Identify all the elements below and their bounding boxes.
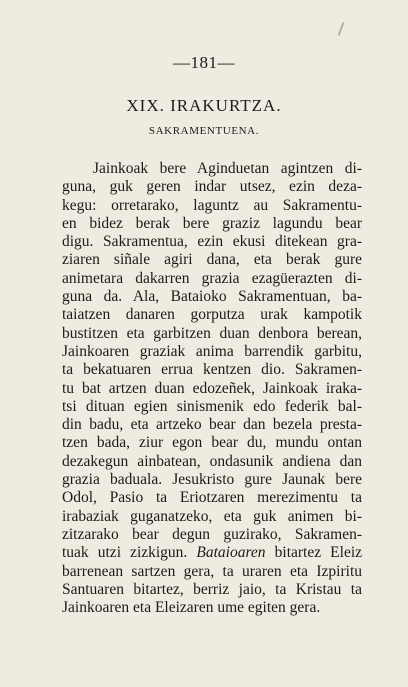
text-line: dezakegun ainbatean, ondasunik andiena dan xyxy=(62,452,362,470)
text-line: ta bekatuaren errua kentzen dio. Sakramen- xyxy=(62,361,362,379)
text-line: Santuaren bitartez, berriz jaio, ta Kristau ta xyxy=(62,580,362,598)
text-line: Jainkoaren graziak anima barrendik garbitu, xyxy=(62,342,362,360)
text-line: animetara dakarren grazia ezagüerazten di- xyxy=(62,269,362,287)
page-number: —181— xyxy=(173,53,235,72)
text-run: bitartez Eleiz xyxy=(274,544,362,562)
pencil-mark xyxy=(338,22,345,36)
body-text xyxy=(62,160,362,617)
text-line: en bidez berak bere graziz lagundu bear xyxy=(62,214,362,232)
chapter-title: XIX. IRAKURTZA. xyxy=(126,96,282,115)
text-line: guna da. Ala, Bataioko Sakramentuan, ba- xyxy=(62,288,362,306)
text-line: irabaziak guganatzeko, eta guk animen bi- xyxy=(62,507,362,525)
text-line: barrenean sartzen gera, ta uraren eta Izpiritu xyxy=(62,562,362,580)
text-line: tu bat artzen duan edozeñek, Jainkoak iraka- xyxy=(62,379,362,397)
text-line: din badu, eta artzeko bear dan bezela presta- xyxy=(62,416,362,434)
italic-term: Bataioaren xyxy=(196,544,266,562)
text-line: zitzarako bear degun guzirako, Sakramen- xyxy=(62,525,362,543)
text-line: tzen bada, ziur egon bear du, mundu ontan xyxy=(62,434,362,452)
text-line: Odol, Pasio ta Eriotzaren merezimentu ta xyxy=(62,489,362,507)
section-subtitle: SAKRAMENTUENA. xyxy=(148,125,260,137)
text-line: ziaren siñale agiri dana, eta berak gure xyxy=(62,251,362,269)
text-run: tuak utzi zizkigun. xyxy=(62,544,188,562)
text-line: Jainkoak bere Aginduetan agintzen di- xyxy=(93,160,362,177)
text-line: grazia baduala. Jesukristo gure Jaunak bere xyxy=(62,471,362,489)
text-line-mixed xyxy=(62,544,362,562)
text-line: kegu: orretarako, laguntz au Sakramentu- xyxy=(62,196,362,214)
text-line: bustitzen eta garbitzen duan denbora berean, xyxy=(62,324,362,342)
text-line: tsi dituan egien sinismenik edo federik bal- xyxy=(62,397,362,415)
text-line: digu. Sakramentua, ezin ekusi ditekean gra- xyxy=(62,233,362,251)
text-line: Jainkoaren eta Eleizaren ume egiten gera. xyxy=(62,599,321,617)
text-line: taiatzen danaren gorputza urak kampotik xyxy=(62,306,362,324)
text-line: guna, guk geren indar utsez, ezin deza- xyxy=(62,178,362,196)
